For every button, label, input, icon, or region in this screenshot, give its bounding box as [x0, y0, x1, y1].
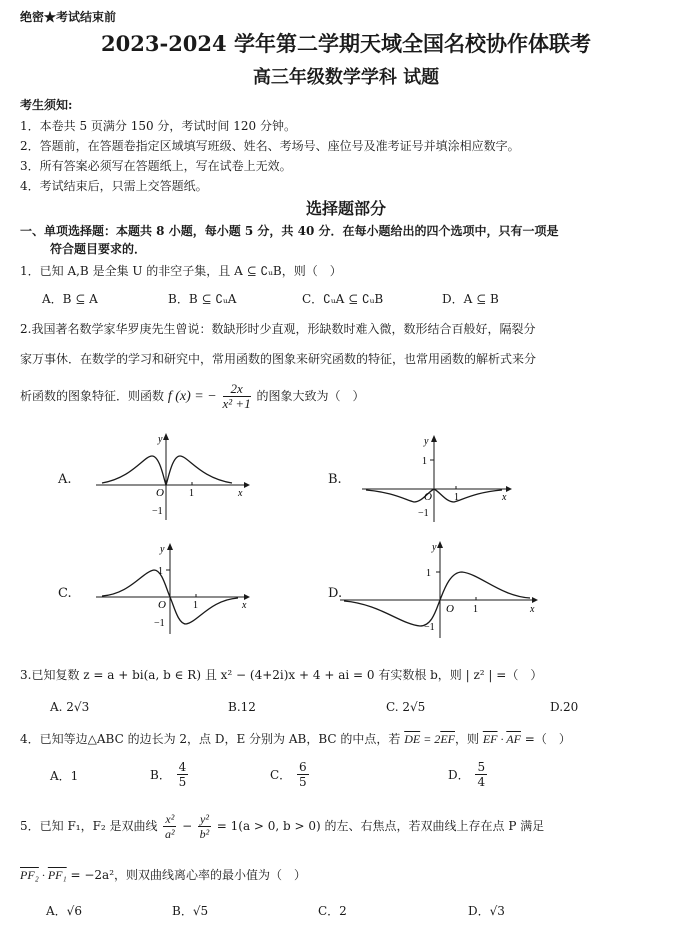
exam-title: 2023-2024 学年第二学期天域全国名校协作体联考	[101, 31, 591, 56]
graph-b-origin: O	[424, 491, 432, 503]
q4-stem-text: 4．已知等边△ABC 的边长为 2，点 D，E 分别为 AB，BC 的中点，若	[20, 732, 401, 746]
q3-option-c: C. 2√5	[386, 700, 426, 714]
q1-stem: 1．已知 A,B 是全集 U 的非空子集，且 A ⊆ ∁ᵤB，则（ ）	[20, 264, 342, 278]
graph-d-tick-one: 1	[426, 568, 431, 579]
q1-option-c: C．∁ᵤA ⊆ ∁ᵤB	[302, 292, 384, 306]
graph-c-x-label: x	[242, 600, 247, 611]
q5-vector-pf1: PF₁	[47, 868, 67, 882]
q5-frac-x	[163, 812, 176, 841]
q5-option-b: B．√5	[172, 904, 209, 918]
q1-option-a: A．B ⊆ A	[42, 292, 98, 306]
q1-option-b: B．B ⊆ ∁ᵤA	[168, 292, 237, 306]
graph-a-x-label: x	[238, 488, 243, 499]
q5-x-num: x²	[165, 812, 175, 826]
q1-option-d: D．A ⊆ B	[442, 292, 499, 306]
graph-a-tick-one: 1	[189, 488, 194, 499]
q4-b-den: 5	[178, 775, 187, 789]
secret-label: 绝密★考试结束前	[20, 10, 117, 24]
q4-vector-ef: $\overline{EF}$	[440, 732, 455, 746]
q2-line3-pre: 析函数的图象特征．则函数	[20, 389, 165, 403]
q4-option-c-label: C．	[270, 768, 292, 782]
q5-stem	[20, 812, 544, 841]
q4-d-num: 5	[477, 760, 486, 774]
q5-minus: −	[178, 819, 196, 833]
q5-y-den: b²	[199, 827, 210, 841]
q2-line3	[20, 382, 365, 411]
q3-option-d: D.20	[550, 700, 579, 714]
graph-c-label: C.	[58, 586, 72, 601]
graph-d-tick-x-one: 1	[473, 604, 478, 615]
q4-vector-ef2: $\overline{EF}$	[482, 732, 498, 746]
graph-b-label: B.	[328, 472, 342, 487]
section-title: 选择题部分	[305, 199, 386, 218]
q4-d-den: 4	[477, 775, 486, 789]
q5-line2-post: = −2a²，则双曲线离心率的最小值为（ ）	[66, 868, 307, 882]
q4-b-num: 4	[178, 760, 187, 774]
q4-vector-af: $\overline{AF}$	[506, 732, 521, 746]
q4-option-d-frac	[475, 760, 487, 789]
graph-a-label: A.	[58, 472, 72, 487]
q4-option-b-label: B．	[150, 768, 171, 782]
graph-b-tick-one: 1	[422, 456, 427, 467]
q4-option-d-label: D．	[448, 768, 470, 782]
graph-b	[362, 432, 522, 524]
q4-mid: ，则	[454, 732, 479, 746]
notice-item: 4．考试结束后，只需上交答题纸。	[20, 179, 208, 193]
graph-d-tick-neg: −1	[424, 622, 435, 633]
q2-line3-post: 的图象大致为（ ）	[256, 389, 365, 403]
notice-item: 1．本卷共 5 页满分 150 分，考试时间 120 分钟。	[20, 119, 296, 133]
graph-b-y-label: y	[424, 436, 429, 447]
graph-d	[340, 538, 540, 640]
q5-line2	[20, 866, 306, 883]
q5-option-c: C．2	[318, 904, 347, 918]
part-instructions: 一、单项选择题：本题共 8 小题，每小题 5 分，共 40 分．在每小题给出的四个选项中，只有一项是	[20, 224, 559, 238]
graph-b-x-label: x	[502, 492, 507, 503]
graph-c-tick-one: 1	[158, 566, 163, 577]
graph-c	[96, 540, 256, 636]
q2-line1: 2.我国著名数学家华罗庚先生曾说：数缺形时少直观，形缺数时难入微，数形结合百般好，隔裂分	[20, 322, 536, 336]
q3-option-b: B.12	[228, 700, 256, 714]
q4-option-c	[270, 760, 311, 789]
q5-post: = 1(a > 0, b > 0) 的左、右焦点，若双曲线上存在点 P 满足	[216, 819, 545, 833]
graph-a-tick-neg: −1	[152, 506, 163, 517]
notice-item: 3．所有答案必须写在答题纸上，写在试卷上无效。	[20, 159, 292, 173]
q4-option-d	[448, 760, 489, 789]
q3-option-a: A. 2√3	[50, 700, 90, 714]
graph-d-origin: O	[446, 603, 454, 615]
q4-stem	[20, 730, 571, 747]
part-instructions-cont: 符合题目要求的．	[50, 242, 147, 256]
q4-option-c-frac	[297, 760, 309, 789]
q5-vector-pf2: PF₂	[20, 868, 39, 882]
q4-end: =（ ）	[520, 732, 571, 746]
q2-denominator: x² +1	[222, 396, 251, 411]
q5-frac-y	[198, 812, 211, 841]
graph-c-origin: O	[158, 599, 166, 611]
q5-y-num: y²	[200, 812, 209, 826]
graph-a-origin: O	[156, 487, 164, 499]
q4-option-a: A．1	[50, 769, 79, 783]
q2-numerator: 2x	[223, 382, 251, 397]
q4-c-den: 5	[299, 775, 307, 789]
graph-b-tick-x-one: 1	[454, 492, 459, 503]
q5-option-d: D．√3	[468, 904, 505, 918]
q4-option-b-frac	[177, 760, 189, 789]
graph-a	[92, 428, 252, 524]
q4-c-num: 6	[299, 760, 307, 774]
q4-vector-de: $\overline{DE}$	[404, 732, 421, 746]
q4-eq: = 2	[420, 732, 441, 746]
notice-heading: 考生须知:	[20, 98, 73, 112]
q5-x-den: a²	[165, 827, 175, 841]
q2-function: f (x) = −	[167, 389, 217, 404]
graph-c-tick-neg: −1	[154, 618, 165, 629]
exam-subtitle: 高三年级数学学科 试题	[252, 67, 440, 88]
graph-c-tick-x-one: 1	[193, 600, 198, 611]
graph-d-y-label: y	[432, 542, 437, 553]
q4-dot: ·	[497, 732, 507, 746]
notice-item: 2．答题前，在答题卷指定区域填写班级、姓名、考场号、座位号及准考证号并填涂相应数字。	[20, 139, 520, 153]
q3-stem: 3.已知复数 z = a + bi(a, b ∈ R) 且 x² − (4+2i)x + 4 + ai = 0 有实数根 b，则 | z² | =（ ）	[20, 668, 543, 682]
graph-d-x-label: x	[530, 604, 535, 615]
q5-option-a: A．√6	[46, 904, 82, 918]
q5-pre: 5．已知 F₁，F₂ 是双曲线	[20, 819, 158, 833]
graph-d-label: D.	[328, 586, 343, 601]
graph-c-y-label: y	[160, 544, 165, 555]
q5-dot: ·	[38, 868, 48, 882]
q2-line2: 家万事休．在数学的学习和研究中，常用函数的图象来研究函数的特征，也常用函数的解析式来分	[20, 352, 537, 366]
q2-fraction	[223, 382, 251, 411]
graph-a-y-label: y	[158, 434, 163, 445]
graph-b-tick-neg: −1	[418, 508, 429, 519]
q4-option-b	[150, 760, 190, 789]
